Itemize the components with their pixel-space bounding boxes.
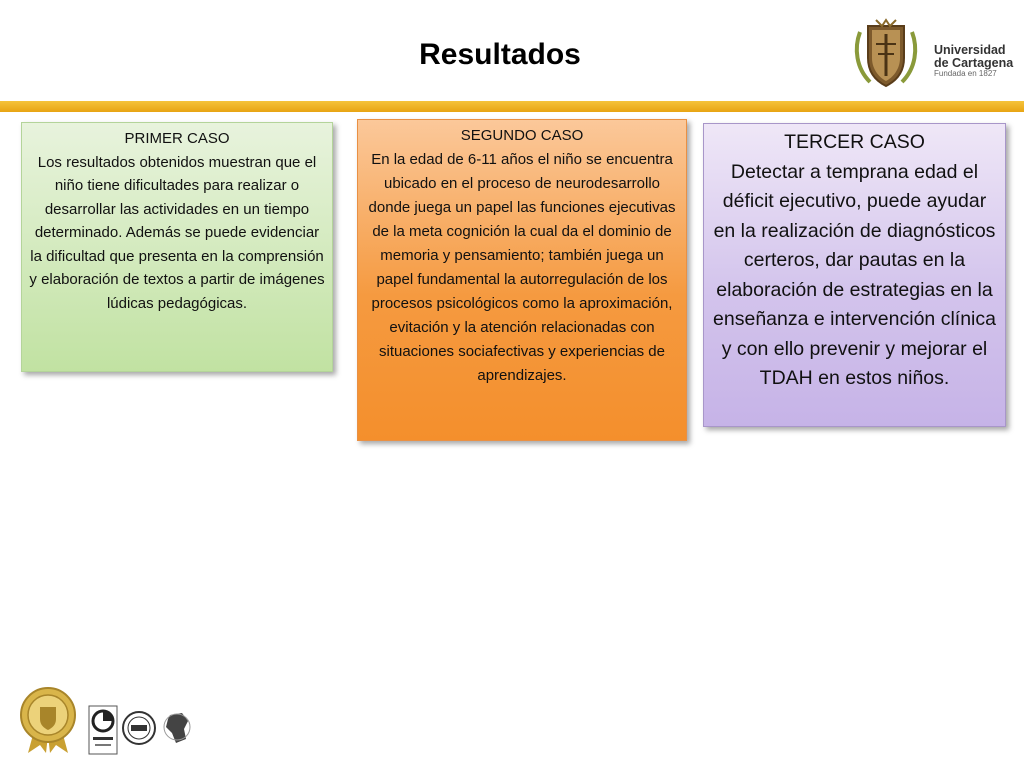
logo-line-3: Fundada en 1827 [934,69,997,78]
iso-certification-icon [88,705,118,755]
university-crest-icon [846,18,926,94]
case-body: En la edad de 6-11 años el niño se encuentra ubicado en el proceso de neurodesarrollo donde juega un papel las funciones ejecutivas de la meta cognición la cual da el dominio de memoria y pensamiento; también juega un papel fundamental la autorregulación de los procesos psicológicos como la aproximación, evitación y la atención relacionadas con situaciones sociafectivas y experiencias de aprendizajes. [368,151,676,384]
iqnet-icon [122,711,156,745]
case-body: Detectar a temprana edad el déficit ejecutivo, puede ayudar en la realización de diagnósticos certeros, dar pautas en la elaboración de estrategias en la enseñanza e intervención clínica y con ello prevenir y mejorar el TDAH en estos niños. [713,160,996,389]
case-box-2 [357,119,687,441]
case-heading: PRIMER CASO [124,130,230,147]
logo-line-1: Universidad [934,43,1006,57]
logo-line-2: de Cartagena [934,55,1014,70]
quality-seal-icon [18,685,78,755]
case-box-1 [21,122,333,372]
certification-logos [18,685,198,765]
accent-bar [0,101,1024,112]
case-heading: SEGUNDO CASO [460,127,584,144]
university-logo [846,18,1024,94]
case-body: Los resultados obtenidos muestran que el niño tiene dificultades para realizar o desarrollar las actividades en un tiempo determinado. Además se puede evidenciar la dificultad que presenta en la comprensión y elaboración de textos a partir de imágenes lúdicas pedagógicas. [29,153,325,312]
slide-title: Resultados [419,38,581,71]
case-heading: TERCER CASO [784,131,925,153]
colombia-map-icon [162,711,192,745]
case-box-3 [703,123,1006,427]
